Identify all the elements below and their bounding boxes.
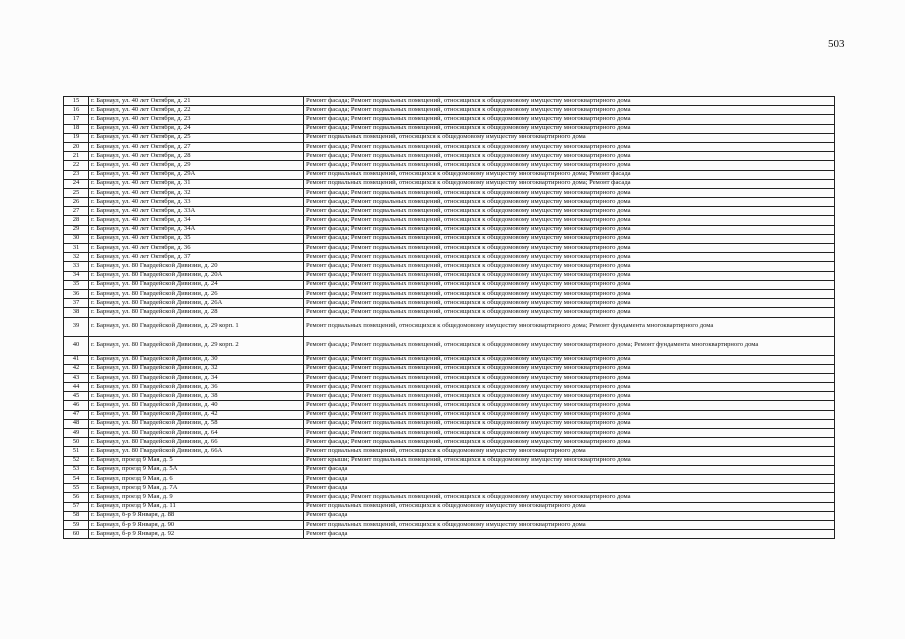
table-row xyxy=(64,170,835,179)
row-number: 56 xyxy=(64,493,89,502)
row-work-types: Ремонт подвальных помещений, относящихся к общедомовому имуществу многоквартирного дома; Ремонт фасада xyxy=(304,170,835,179)
table-row xyxy=(64,271,835,280)
row-number: 39 xyxy=(64,317,89,336)
row-work-types: Ремонт фасада; Ремонт подвальных помещений, относящихся к общедомовому имуществу многоквартирного дома xyxy=(304,392,835,401)
table-row xyxy=(64,216,835,225)
table-row xyxy=(64,364,835,373)
table-row xyxy=(64,465,835,474)
row-number: 43 xyxy=(64,373,89,382)
row-number: 48 xyxy=(64,419,89,428)
table-row xyxy=(64,520,835,529)
row-number: 49 xyxy=(64,429,89,438)
row-address: г. Барнаул, ул. 80 Гвардейской Дивизии, д. 20А xyxy=(89,271,304,280)
row-number: 50 xyxy=(64,438,89,447)
row-work-types: Ремонт подвальных помещений, относящихся к общедомовому имуществу многоквартирного дома; Ремонт фасада xyxy=(304,179,835,188)
row-address: г. Барнаул, ул. 40 лет Октября, д. 36 xyxy=(89,244,304,253)
row-work-types: Ремонт фасада; Ремонт подвальных помещений, относящихся к общедомовому имуществу многоквартирного дома xyxy=(304,289,835,298)
row-work-types: Ремонт фасада xyxy=(304,465,835,474)
row-address: г. Барнаул, ул. 80 Гвардейской Дивизии, д. 29 корп. 2 xyxy=(89,336,304,355)
row-number: 35 xyxy=(64,280,89,289)
row-number: 25 xyxy=(64,188,89,197)
table-row xyxy=(64,502,835,511)
row-address: г. Барнаул, ул. 80 Гвардейской Дивизии, д. 36 xyxy=(89,383,304,392)
row-work-types: Ремонт фасада; Ремонт подвальных помещений, относящихся к общедомовому имуществу многоквартирного дома xyxy=(304,97,835,106)
row-work-types: Ремонт фасада; Ремонт подвальных помещений, относящихся к общедомовому имуществу многоквартирного дома xyxy=(304,364,835,373)
table-row xyxy=(64,438,835,447)
row-work-types: Ремонт фасада; Ремонт подвальных помещений, относящихся к общедомовому имуществу многоквартирного дома xyxy=(304,234,835,243)
row-number: 33 xyxy=(64,262,89,271)
table-row xyxy=(64,97,835,106)
row-work-types: Ремонт фасада; Ремонт подвальных помещений, относящихся к общедомовому имуществу многоквартирного дома; Ремонт фундамента многоквартирного дома xyxy=(304,336,835,355)
row-work-types: Ремонт фасада; Ремонт подвальных помещений, относящихся к общедомовому имуществу многоквартирного дома xyxy=(304,429,835,438)
row-number: 36 xyxy=(64,289,89,298)
row-work-types: Ремонт фасада; Ремонт подвальных помещений, относящихся к общедомовому имуществу многоквартирного дома xyxy=(304,373,835,382)
row-address: г. Барнаул, ул. 80 Гвардейской Дивизии, д. 20 xyxy=(89,262,304,271)
row-address: г. Барнаул, ул. 40 лет Октября, д. 29А xyxy=(89,170,304,179)
row-address: г. Барнаул, ул. 40 лет Октября, д. 21 xyxy=(89,97,304,106)
row-address: г. Барнаул, ул. 80 Гвардейской Дивизии, д. 29 корп. 1 xyxy=(89,317,304,336)
row-address: г. Барнаул, ул. 40 лет Октября, д. 28 xyxy=(89,152,304,161)
row-number: 16 xyxy=(64,106,89,115)
row-number: 58 xyxy=(64,511,89,520)
row-number: 60 xyxy=(64,530,89,539)
row-number: 55 xyxy=(64,484,89,493)
row-work-types: Ремонт фасада; Ремонт подвальных помещений, относящихся к общедомовому имуществу многоквартирного дома xyxy=(304,355,835,364)
row-work-types: Ремонт фасада; Ремонт подвальных помещений, относящихся к общедомовому имуществу многоквартирного дома xyxy=(304,419,835,428)
table-row xyxy=(64,106,835,115)
row-address: г. Барнаул, ул. 40 лет Октября, д. 34 xyxy=(89,216,304,225)
table-row xyxy=(64,161,835,170)
row-work-types: Ремонт фасада; Ремонт подвальных помещений, относящихся к общедомовому имуществу многоквартирного дома xyxy=(304,207,835,216)
row-work-types: Ремонт фасада; Ремонт подвальных помещений, относящихся к общедомовому имуществу многоквартирного дома xyxy=(304,188,835,197)
row-number: 47 xyxy=(64,410,89,419)
table-row xyxy=(64,392,835,401)
table-row xyxy=(64,188,835,197)
row-number: 40 xyxy=(64,336,89,355)
table-row xyxy=(64,317,835,336)
row-work-types: Ремонт фасада; Ремонт подвальных помещений, относящихся к общедомовому имуществу многоквартирного дома xyxy=(304,152,835,161)
row-work-types: Ремонт фасада; Ремонт подвальных помещений, относящихся к общедомовому имуществу многоквартирного дома xyxy=(304,225,835,234)
row-number: 17 xyxy=(64,115,89,124)
table-row xyxy=(64,179,835,188)
row-number: 29 xyxy=(64,225,89,234)
row-work-types: Ремонт фасада xyxy=(304,474,835,483)
table-row xyxy=(64,280,835,289)
row-address: г. Барнаул, б-р 9 Января, д. 90 xyxy=(89,520,304,529)
row-work-types: Ремонт фасада; Ремонт подвальных помещений, относящихся к общедомовому имуществу многоквартирного дома xyxy=(304,161,835,170)
row-work-types: Ремонт фасада xyxy=(304,484,835,493)
row-number: 52 xyxy=(64,456,89,465)
row-work-types: Ремонт фасада xyxy=(304,511,835,520)
row-number: 46 xyxy=(64,401,89,410)
row-number: 51 xyxy=(64,447,89,456)
table-row xyxy=(64,152,835,161)
table-row xyxy=(64,225,835,234)
row-address: г. Барнаул, проезд 9 Мая, д. 11 xyxy=(89,502,304,511)
row-number: 34 xyxy=(64,271,89,280)
table-row xyxy=(64,244,835,253)
table-row xyxy=(64,289,835,298)
row-number: 26 xyxy=(64,198,89,207)
row-number: 42 xyxy=(64,364,89,373)
table-row xyxy=(64,456,835,465)
row-number: 24 xyxy=(64,179,89,188)
table-row xyxy=(64,401,835,410)
row-number: 45 xyxy=(64,392,89,401)
row-address: г. Барнаул, ул. 40 лет Октября, д. 35 xyxy=(89,234,304,243)
row-work-types: Ремонт фасада; Ремонт подвальных помещений, относящихся к общедомовому имуществу многоквартирного дома xyxy=(304,115,835,124)
row-number: 30 xyxy=(64,234,89,243)
row-work-types: Ремонт фасада; Ремонт подвальных помещений, относящихся к общедомовому имуществу многоквартирного дома xyxy=(304,244,835,253)
table-row xyxy=(64,530,835,539)
repair-table xyxy=(63,96,835,539)
row-number: 54 xyxy=(64,474,89,483)
row-work-types: Ремонт фасада; Ремонт подвальных помещений, относящихся к общедомовому имуществу многоквартирного дома xyxy=(304,438,835,447)
table-row xyxy=(64,474,835,483)
row-address: г. Барнаул, проезд 9 Мая, д. 7А xyxy=(89,484,304,493)
row-address: г. Барнаул, ул. 80 Гвардейской Дивизии, д. 66А xyxy=(89,447,304,456)
row-address: г. Барнаул, ул. 40 лет Октября, д. 31 xyxy=(89,179,304,188)
row-number: 38 xyxy=(64,308,89,317)
table-row xyxy=(64,308,835,317)
table-row xyxy=(64,447,835,456)
row-number: 57 xyxy=(64,502,89,511)
row-address: г. Барнаул, ул. 80 Гвардейской Дивизии, д. 34 xyxy=(89,373,304,382)
row-number: 22 xyxy=(64,161,89,170)
row-number: 23 xyxy=(64,170,89,179)
table-row xyxy=(64,429,835,438)
row-address: г. Барнаул, ул. 80 Гвардейской Дивизии, д. 42 xyxy=(89,410,304,419)
row-address: г. Барнаул, ул. 40 лет Октября, д. 24 xyxy=(89,124,304,133)
page-number: 503 xyxy=(828,38,845,50)
row-address: г. Барнаул, ул. 80 Гвардейской Дивизии, д. 30 xyxy=(89,355,304,364)
table-row xyxy=(64,410,835,419)
row-address: г. Барнаул, ул. 80 Гвардейской Дивизии, д. 24 xyxy=(89,280,304,289)
table-row xyxy=(64,484,835,493)
row-number: 28 xyxy=(64,216,89,225)
row-number: 41 xyxy=(64,355,89,364)
row-address: г. Барнаул, ул. 40 лет Октября, д. 37 xyxy=(89,253,304,262)
table-row xyxy=(64,234,835,243)
row-number: 31 xyxy=(64,244,89,253)
row-number: 27 xyxy=(64,207,89,216)
row-work-types: Ремонт фасада; Ремонт подвальных помещений, относящихся к общедомовому имуществу многоквартирного дома xyxy=(304,493,835,502)
row-work-types: Ремонт подвальных помещений, относящихся к общедомовому имуществу многоквартирного дома xyxy=(304,520,835,529)
row-work-types: Ремонт фасада; Ремонт подвальных помещений, относящихся к общедомовому имуществу многоквартирного дома xyxy=(304,124,835,133)
row-work-types: Ремонт фасада; Ремонт подвальных помещений, относящихся к общедомовому имуществу многоквартирного дома xyxy=(304,308,835,317)
row-number: 37 xyxy=(64,299,89,308)
row-number: 20 xyxy=(64,142,89,151)
row-address: г. Барнаул, ул. 40 лет Октября, д. 29 xyxy=(89,161,304,170)
row-work-types: Ремонт фасада; Ремонт подвальных помещений, относящихся к общедомовому имуществу многоквартирного дома xyxy=(304,262,835,271)
row-address: г. Барнаул, ул. 80 Гвардейской Дивизии, д. 28 xyxy=(89,308,304,317)
row-address: г. Барнаул, ул. 40 лет Октября, д. 27 xyxy=(89,142,304,151)
row-address: г. Барнаул, ул. 80 Гвардейской Дивизии, д. 66 xyxy=(89,438,304,447)
row-work-types: Ремонт фасада; Ремонт подвальных помещений, относящихся к общедомовому имуществу многоквартирного дома xyxy=(304,198,835,207)
row-address: г. Барнаул, ул. 40 лет Октября, д. 25 xyxy=(89,133,304,142)
table-row xyxy=(64,198,835,207)
table-row xyxy=(64,299,835,308)
table-row xyxy=(64,383,835,392)
row-address: г. Барнаул, ул. 80 Гвардейской Дивизии, д. 40 xyxy=(89,401,304,410)
row-work-types: Ремонт фасада; Ремонт подвальных помещений, относящихся к общедомовому имуществу многоквартирного дома xyxy=(304,410,835,419)
row-address: г. Барнаул, ул. 80 Гвардейской Дивизии, д. 26 xyxy=(89,289,304,298)
table-row xyxy=(64,373,835,382)
row-address: г. Барнаул, проезд 9 Мая, д. 5А xyxy=(89,465,304,474)
row-number: 59 xyxy=(64,520,89,529)
row-work-types: Ремонт фасада; Ремонт подвальных помещений, относящихся к общедомовому имуществу многоквартирного дома xyxy=(304,401,835,410)
row-work-types: Ремонт фасада; Ремонт подвальных помещений, относящихся к общедомовому имуществу многоквартирного дома xyxy=(304,299,835,308)
row-number: 53 xyxy=(64,465,89,474)
row-address: г. Барнаул, б-р 9 Января, д. 88 xyxy=(89,511,304,520)
table-row xyxy=(64,511,835,520)
table-row xyxy=(64,355,835,364)
row-work-types: Ремонт фасада xyxy=(304,530,835,539)
table-row xyxy=(64,124,835,133)
row-work-types: Ремонт фасада; Ремонт подвальных помещений, относящихся к общедомовому имуществу многоквартирного дома xyxy=(304,280,835,289)
table-row xyxy=(64,142,835,151)
table-row xyxy=(64,262,835,271)
row-work-types: Ремонт подвальных помещений, относящихся к общедомовому имуществу многоквартирного дома xyxy=(304,447,835,456)
row-address: г. Барнаул, ул. 80 Гвардейской Дивизии, д. 64 xyxy=(89,429,304,438)
row-work-types: Ремонт фасада; Ремонт подвальных помещений, относящихся к общедомовому имуществу многоквартирного дома xyxy=(304,383,835,392)
table-row xyxy=(64,207,835,216)
row-address: г. Барнаул, ул. 80 Гвардейской Дивизии, д. 58 xyxy=(89,419,304,428)
row-work-types: Ремонт подвальных помещений, относящихся к общедомовому имуществу многоквартирного дома; Ремонт фундамента многоквартирного дома xyxy=(304,317,835,336)
table-body xyxy=(64,97,835,539)
row-address: г. Барнаул, б-р 9 Января, д. 92 xyxy=(89,530,304,539)
row-address: г. Барнаул, ул. 40 лет Октября, д. 32 xyxy=(89,188,304,197)
row-address: г. Барнаул, проезд 9 Мая, д. 5 xyxy=(89,456,304,465)
table-row xyxy=(64,336,835,355)
row-number: 18 xyxy=(64,124,89,133)
row-work-types: Ремонт подвальных помещений, относящихся к общедомовому имуществу многоквартирного дома xyxy=(304,502,835,511)
row-work-types: Ремонт фасада; Ремонт подвальных помещений, относящихся к общедомовому имуществу многоквартирного дома xyxy=(304,216,835,225)
table-row xyxy=(64,253,835,262)
row-address: г. Барнаул, ул. 40 лет Октября, д. 23 xyxy=(89,115,304,124)
row-number: 19 xyxy=(64,133,89,142)
row-address: г. Барнаул, ул. 80 Гвардейской Дивизии, д. 32 xyxy=(89,364,304,373)
row-work-types: Ремонт фасада; Ремонт подвальных помещений, относящихся к общедомовому имуществу многоквартирного дома xyxy=(304,253,835,262)
row-number: 21 xyxy=(64,152,89,161)
table-row xyxy=(64,419,835,428)
row-address: г. Барнаул, ул. 80 Гвардейской Дивизии, д. 38 xyxy=(89,392,304,401)
row-work-types: Ремонт фасада; Ремонт подвальных помещений, относящихся к общедомовому имуществу многоквартирного дома xyxy=(304,271,835,280)
row-work-types: Ремонт фасада; Ремонт подвальных помещений, относящихся к общедомовому имуществу многоквартирного дома xyxy=(304,106,835,115)
row-address: г. Барнаул, ул. 40 лет Октября, д. 33 xyxy=(89,198,304,207)
row-work-types: Ремонт крыши; Ремонт подвальных помещений, относящихся к общедомовому имуществу многоквартирного дома xyxy=(304,456,835,465)
table-row xyxy=(64,493,835,502)
row-work-types: Ремонт фасада; Ремонт подвальных помещений, относящихся к общедомовому имуществу многоквартирного дома xyxy=(304,142,835,151)
row-number: 44 xyxy=(64,383,89,392)
row-number: 15 xyxy=(64,97,89,106)
row-address: г. Барнаул, ул. 80 Гвардейской Дивизии, д. 26А xyxy=(89,299,304,308)
row-address: г. Барнаул, ул. 40 лет Октября, д. 22 xyxy=(89,106,304,115)
row-work-types: Ремонт подвальных помещений, относящихся к общедомовому имуществу многоквартирного дома xyxy=(304,133,835,142)
table-row xyxy=(64,115,835,124)
table-row xyxy=(64,133,835,142)
row-address: г. Барнаул, проезд 9 Мая, д. 9 xyxy=(89,493,304,502)
row-address: г. Барнаул, ул. 40 лет Октября, д. 34А xyxy=(89,225,304,234)
row-address: г. Барнаул, ул. 40 лет Октября, д. 33А xyxy=(89,207,304,216)
row-number: 32 xyxy=(64,253,89,262)
row-address: г. Барнаул, проезд 9 Мая, д. 6 xyxy=(89,474,304,483)
